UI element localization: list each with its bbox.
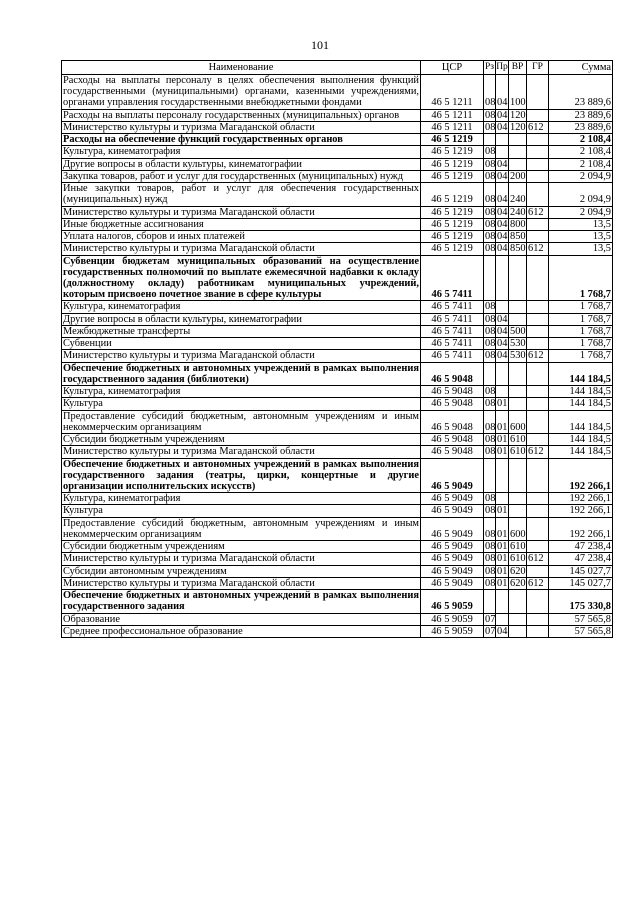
row-name: Межбюджетные трансферты [62, 325, 421, 337]
table-row [62, 325, 613, 337]
row-gr: 612 [527, 553, 549, 565]
row-pr [496, 362, 509, 385]
row-gr [527, 109, 549, 121]
row-sum: 2 094,9 [549, 206, 613, 218]
row-sum: 2 108,4 [549, 158, 613, 170]
row-sum: 175 330,8 [549, 590, 613, 613]
row-sum: 1 768,7 [549, 325, 613, 337]
row-csr: 46 5 9049 [421, 493, 484, 505]
row-rz: 08 [485, 243, 496, 255]
row-vr [509, 505, 527, 517]
row-rz: 08 [485, 553, 496, 565]
table-row [62, 446, 613, 458]
row-rz: 08 [485, 577, 496, 589]
row-gr [527, 158, 549, 170]
row-sum: 144 184,5 [549, 446, 613, 458]
header-rz: Рз [484, 61, 496, 75]
row-rz: 08 [485, 121, 496, 133]
page-number: 101 [311, 38, 329, 52]
row-rz: 08 [485, 218, 496, 230]
row-gr [527, 398, 549, 410]
table-row [62, 541, 613, 553]
row-sum: 2 094,9 [549, 183, 613, 206]
row-rz [484, 458, 496, 493]
row-vr: 120 [510, 109, 526, 121]
row-csr: 46 5 9048 [421, 362, 484, 385]
row-name: Министерство культуры и туризма Магаданской области [62, 577, 421, 589]
table-row [62, 362, 613, 385]
row-pr: 01 [497, 553, 508, 565]
table-row [62, 458, 613, 493]
row-gr [527, 590, 549, 613]
row-name: Другие вопросы в области культуры, кинематографии [62, 313, 421, 325]
row-vr [509, 458, 527, 493]
row-vr [509, 313, 527, 325]
row-csr: 46 5 9049 [421, 565, 484, 577]
row-gr [527, 613, 549, 625]
row-csr: 46 5 9048 [421, 434, 484, 446]
row-rz: 08 [485, 313, 496, 325]
row-vr [509, 590, 527, 613]
row-vr: 610 [510, 446, 526, 458]
row-rz: 08 [485, 338, 496, 350]
row-gr [527, 75, 549, 110]
row-pr: 04 [497, 243, 508, 255]
row-name: Закупка товаров, работ и услуг для государственных (муниципальных) нужд [62, 170, 421, 182]
table-row [62, 410, 613, 433]
row-rz: 08 [485, 350, 496, 362]
row-csr: 46 5 9059 [421, 590, 484, 613]
row-name: Субвенции бюджетам муниципальных образований на осуществление государственных полномочий по выплате ежемесячной надбавки к окладу (должностному окладу) работникам муниципальных учреждений, которым присвоено почетное звание в сфере культуры [63, 255, 419, 301]
row-gr [527, 458, 549, 493]
row-name: Культура, кинематография [62, 146, 421, 158]
row-sum: 47 238,4 [549, 541, 613, 553]
row-gr [527, 231, 549, 243]
row-csr: 46 5 1219 [421, 218, 484, 230]
row-sum: 23 889,6 [549, 109, 613, 121]
row-sum: 192 266,1 [549, 493, 613, 505]
row-rz: 08 [484, 75, 496, 110]
row-rz [484, 362, 496, 385]
table-row [62, 255, 613, 301]
row-sum: 145 027,7 [549, 565, 613, 577]
table-row [62, 398, 613, 410]
table-row [62, 565, 613, 577]
row-vr: 100 [509, 75, 527, 110]
row-csr: 46 5 9049 [421, 458, 484, 493]
row-pr [496, 134, 509, 146]
row-gr [527, 170, 549, 182]
row-gr: 612 [527, 446, 549, 458]
table-row [62, 134, 613, 146]
row-pr [496, 255, 509, 301]
row-gr [527, 362, 549, 385]
row-rz: 08 [485, 493, 496, 505]
row-gr [527, 565, 549, 577]
table-row [62, 75, 613, 110]
table-row [62, 577, 613, 589]
row-vr [509, 386, 527, 398]
row-vr: 240 [510, 206, 526, 218]
row-vr: 600 [509, 410, 527, 433]
row-gr [527, 146, 549, 158]
header-gr: ГР [527, 61, 549, 75]
row-gr [527, 134, 549, 146]
row-rz: 08 [485, 434, 496, 446]
table-row [62, 218, 613, 230]
row-name: Культура [62, 505, 421, 517]
row-csr: 46 5 7411 [421, 350, 484, 362]
row-sum: 2 108,4 [549, 134, 613, 146]
row-sum: 57 565,8 [549, 613, 613, 625]
row-name: Другие вопросы в области культуры, кинематографии [62, 158, 421, 170]
row-vr: 530 [510, 350, 526, 362]
row-gr [527, 313, 549, 325]
table-row [62, 350, 613, 362]
table-row [62, 243, 613, 255]
row-rz: 08 [485, 146, 496, 158]
row-csr: 46 5 9048 [421, 386, 484, 398]
row-rz: 08 [485, 541, 496, 553]
row-name: Обеспечение бюджетных и автономных учреждений в рамках выполнения государственного задания (библиотеки) [63, 362, 419, 385]
row-vr: 850 [510, 243, 526, 255]
table-row [62, 625, 613, 637]
row-gr [527, 434, 549, 446]
row-sum: 192 266,1 [549, 505, 613, 517]
row-csr: 46 5 1219 [421, 183, 484, 206]
row-name: Расходы на обеспечение функций государственных органов [62, 134, 421, 146]
row-name: Министерство культуры и туризма Магаданской области [62, 121, 421, 133]
header-name: Наименование [62, 61, 421, 75]
row-gr [527, 325, 549, 337]
row-gr [527, 541, 549, 553]
row-sum: 57 565,8 [549, 625, 613, 637]
row-vr: 800 [510, 218, 526, 230]
row-gr [527, 218, 549, 230]
row-csr: 46 5 9048 [421, 398, 484, 410]
row-vr: 240 [509, 183, 527, 206]
table-row [62, 517, 613, 540]
table-row [62, 505, 613, 517]
table-row [62, 590, 613, 613]
row-sum: 13,5 [549, 243, 613, 255]
row-name: Субсидии автономным учреждениям [62, 565, 421, 577]
header-pr: Пр [496, 61, 509, 75]
row-name: Среднее профессиональное образование [62, 625, 421, 637]
table-row [62, 109, 613, 121]
row-pr: 04 [497, 170, 508, 182]
row-gr [527, 301, 549, 313]
row-pr: 04 [497, 313, 508, 325]
row-sum: 47 238,4 [549, 553, 613, 565]
row-vr [509, 301, 527, 313]
table-row [62, 183, 613, 206]
row-csr: 46 5 9049 [421, 505, 484, 517]
budget-table [61, 60, 613, 638]
row-gr: 612 [527, 206, 549, 218]
row-vr: 610 [510, 541, 526, 553]
row-pr [496, 458, 509, 493]
row-pr: 04 [497, 350, 508, 362]
row-pr: 01 [496, 410, 509, 433]
table-row [62, 158, 613, 170]
row-pr [496, 613, 509, 625]
row-csr: 46 5 9059 [421, 625, 484, 637]
row-pr: 04 [496, 183, 509, 206]
row-name: Иные бюджетные ассигнования [62, 218, 421, 230]
row-vr [509, 613, 527, 625]
row-name: Культура [62, 398, 421, 410]
row-pr: 04 [496, 75, 509, 110]
row-csr: 46 5 7411 [421, 338, 484, 350]
row-sum: 2 108,4 [549, 146, 613, 158]
row-pr [496, 493, 509, 505]
row-rz: 08 [484, 410, 496, 433]
row-sum: 2 094,9 [549, 170, 613, 182]
row-csr: 46 5 7411 [421, 301, 484, 313]
row-name: Субсидии бюджетным учреждениям [62, 541, 421, 553]
row-vr: 530 [510, 338, 526, 350]
row-csr: 46 5 9048 [421, 446, 484, 458]
row-gr [527, 255, 549, 301]
row-pr: 01 [497, 446, 508, 458]
table-row [62, 170, 613, 182]
row-gr: 612 [527, 577, 549, 589]
row-sum: 23 889,6 [549, 75, 613, 110]
row-csr: 46 5 7411 [421, 313, 484, 325]
row-pr: 04 [497, 625, 508, 637]
row-rz: 08 [484, 183, 496, 206]
row-rz: 08 [485, 301, 496, 313]
row-sum: 144 184,5 [549, 362, 613, 385]
row-pr: 01 [497, 505, 508, 517]
row-gr [527, 410, 549, 433]
row-sum: 145 027,7 [549, 577, 613, 589]
row-vr [509, 493, 527, 505]
row-pr: 01 [496, 517, 509, 540]
row-pr: 04 [497, 218, 508, 230]
row-pr: 01 [497, 541, 508, 553]
table-row [62, 386, 613, 398]
row-pr: 04 [497, 231, 508, 243]
table-row [62, 146, 613, 158]
table-row [62, 313, 613, 325]
header-vr: ВР [509, 61, 527, 75]
row-rz: 08 [485, 109, 496, 121]
row-vr: 500 [510, 325, 526, 337]
row-sum: 144 184,5 [549, 410, 613, 433]
row-rz: 07 [485, 625, 496, 637]
row-vr [509, 158, 527, 170]
row-vr [509, 134, 527, 146]
table-body [62, 75, 613, 638]
row-csr: 46 5 1211 [421, 75, 484, 110]
row-gr [527, 338, 549, 350]
table-row [62, 493, 613, 505]
row-rz: 08 [485, 505, 496, 517]
row-vr: 200 [510, 170, 526, 182]
row-name: Образование [62, 613, 421, 625]
row-rz: 08 [485, 446, 496, 458]
row-vr: 620 [510, 565, 526, 577]
row-name: Предоставление субсидий бюджетным, автономным учреждениям и иным некоммерческим организациям [63, 410, 419, 433]
table-row [62, 613, 613, 625]
row-name: Иные закупки товаров, работ и услуг для обеспечения государственных (муниципальных) нужд [63, 183, 419, 206]
row-csr: 46 5 1219 [421, 243, 484, 255]
row-csr: 46 5 1211 [421, 109, 484, 121]
row-gr [527, 517, 549, 540]
row-name: Министерство культуры и туризма Магаданской области [62, 243, 421, 255]
row-sum: 1 768,7 [549, 301, 613, 313]
row-rz [484, 255, 496, 301]
row-name: Культура, кинематография [62, 386, 421, 398]
row-name: Уплата налогов, сборов и иных платежей [62, 231, 421, 243]
row-pr [496, 301, 509, 313]
row-csr: 46 5 9049 [421, 577, 484, 589]
row-sum: 13,5 [549, 231, 613, 243]
row-rz: 08 [485, 386, 496, 398]
row-pr [496, 146, 509, 158]
row-csr: 46 5 9048 [421, 410, 484, 433]
row-pr [496, 590, 509, 613]
row-pr: 01 [497, 398, 508, 410]
row-rz: 08 [485, 325, 496, 337]
row-gr: 612 [527, 350, 549, 362]
row-vr: 610 [510, 553, 526, 565]
row-name: Обеспечение бюджетных и автономных учреждений в рамках выполнения государственного задания [63, 590, 419, 613]
row-sum: 1 768,7 [549, 313, 613, 325]
row-gr [527, 493, 549, 505]
row-rz: 07 [485, 613, 496, 625]
row-pr: 04 [497, 206, 508, 218]
row-gr [527, 625, 549, 637]
row-pr: 04 [497, 338, 508, 350]
row-csr: 46 5 7411 [421, 325, 484, 337]
row-pr: 01 [497, 565, 508, 577]
table-row [62, 301, 613, 313]
row-rz [484, 134, 496, 146]
row-rz: 08 [485, 170, 496, 182]
row-csr: 46 5 1219 [421, 206, 484, 218]
row-vr: 600 [509, 517, 527, 540]
table-row [62, 121, 613, 133]
row-rz: 08 [485, 398, 496, 410]
row-vr [509, 255, 527, 301]
row-csr: 46 5 9049 [421, 553, 484, 565]
row-vr: 620 [510, 577, 526, 589]
table-header-row [62, 61, 613, 75]
row-csr: 46 5 1219 [421, 134, 484, 146]
row-rz: 08 [484, 517, 496, 540]
row-pr [496, 386, 509, 398]
row-pr: 04 [497, 109, 508, 121]
row-name: Предоставление субсидий бюджетным, автономным учреждениям и иным некоммерческим организациям [63, 517, 419, 540]
row-rz: 08 [485, 206, 496, 218]
row-pr: 04 [497, 158, 508, 170]
row-sum: 144 184,5 [549, 398, 613, 410]
table-row [62, 553, 613, 565]
row-csr: 46 5 9059 [421, 613, 484, 625]
row-gr [527, 505, 549, 517]
row-rz [484, 590, 496, 613]
row-pr: 01 [497, 577, 508, 589]
table-row [62, 231, 613, 243]
row-rz: 08 [485, 231, 496, 243]
row-csr: 46 5 1219 [421, 146, 484, 158]
row-sum: 1 768,7 [549, 350, 613, 362]
row-csr: 46 5 9049 [421, 517, 484, 540]
row-sum: 23 889,6 [549, 121, 613, 133]
row-vr: 850 [510, 231, 526, 243]
row-name: Обеспечение бюджетных и автономных учреждений в рамках выполнения государственного задания (театры, цирки, концертные и другие организации исполнительских искусств) [63, 458, 419, 492]
row-sum: 13,5 [549, 218, 613, 230]
row-name: Министерство культуры и туризма Магаданской области [62, 553, 421, 565]
row-gr [527, 386, 549, 398]
row-csr: 46 5 7411 [421, 255, 484, 301]
row-pr: 01 [497, 434, 508, 446]
row-name: Министерство культуры и туризма Магаданской области [62, 446, 421, 458]
row-rz: 08 [485, 158, 496, 170]
row-vr [509, 398, 527, 410]
row-sum: 192 266,1 [549, 517, 613, 540]
row-sum: 192 266,1 [549, 458, 613, 493]
row-name: Субвенции [62, 338, 421, 350]
row-vr: 610 [510, 434, 526, 446]
row-sum: 1 768,7 [549, 255, 613, 301]
header-csr: ЦСР [421, 61, 484, 75]
row-gr [527, 183, 549, 206]
row-pr: 04 [497, 325, 508, 337]
row-csr: 46 5 1211 [421, 121, 484, 133]
row-name: Расходы на выплаты персоналу в целях обеспечения выполнения функций государственными (муниципальными) органами, казенными учреждениями, органами управления государственными внебюджетными фондами [63, 75, 419, 109]
table-row [62, 206, 613, 218]
row-vr [509, 146, 527, 158]
row-csr: 46 5 1219 [421, 170, 484, 182]
row-name: Культура, кинематография [62, 301, 421, 313]
row-csr: 46 5 1219 [421, 158, 484, 170]
row-gr: 612 [527, 121, 549, 133]
row-sum: 1 768,7 [549, 338, 613, 350]
table-row [62, 434, 613, 446]
row-name: Министерство культуры и туризма Магаданской области [62, 350, 421, 362]
row-vr [509, 362, 527, 385]
table-row [62, 338, 613, 350]
row-rz: 08 [485, 565, 496, 577]
row-name: Министерство культуры и туризма Магаданской области [62, 206, 421, 218]
row-vr [509, 625, 527, 637]
row-sum: 144 184,5 [549, 386, 613, 398]
row-sum: 144 184,5 [549, 434, 613, 446]
row-name: Расходы на выплаты персоналу государственных (муниципальных) органов [62, 109, 421, 121]
row-gr: 612 [527, 243, 549, 255]
row-csr: 46 5 1219 [421, 231, 484, 243]
row-name: Культура, кинематография [62, 493, 421, 505]
row-csr: 46 5 9049 [421, 541, 484, 553]
row-name: Субсидии бюджетным учреждениям [62, 434, 421, 446]
row-vr: 120 [510, 121, 526, 133]
header-sum: Сумма [549, 61, 613, 75]
row-pr: 04 [497, 121, 508, 133]
